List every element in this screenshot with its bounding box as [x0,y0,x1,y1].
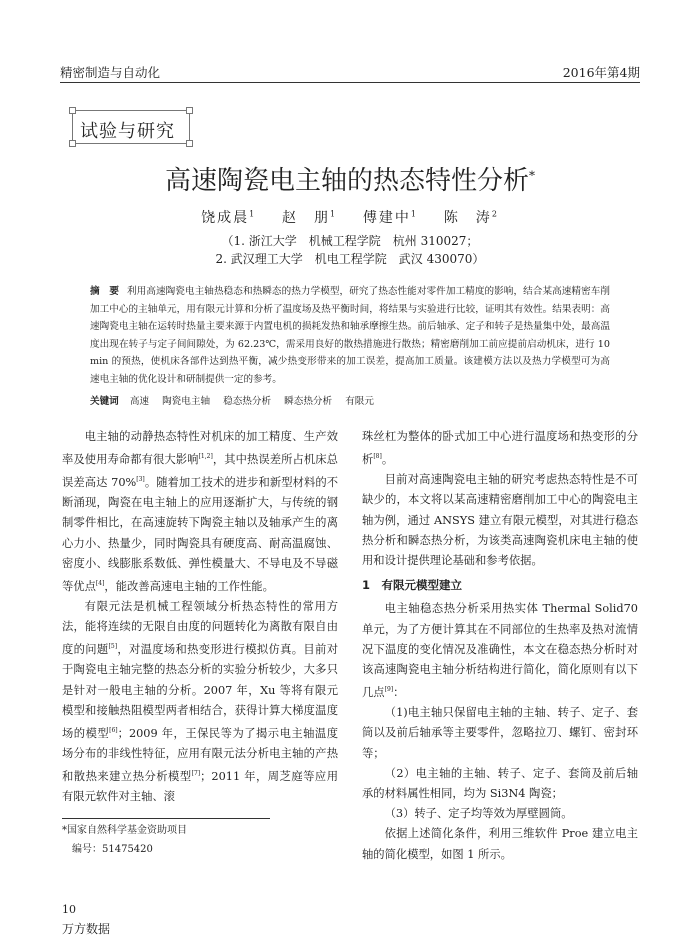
footnote-fund: *国家自然科学基金资助项目 [62,825,187,836]
body-paragraph: 电主轴稳态热分析采用热实体 Thermal Solid70 单元，为了方便计算其在不同部位的生热率及热对流情况下温度的变化情况及准确性，本文在稳态热分析时对该高速陶瓷电主轴分析结构进行简化，简化原则有以下几点[9]： [362,602,638,699]
keyword: 高速 [129,396,150,407]
abstract-text: 利用高速陶瓷电主轴热稳态和热瞬态的热力学模型，研究了热态性能对零件加工精度的影响，结合某高速精密车削加工中心的主轴单元，用有限元计算和分析了温度场及热平衡时间，将结果与实验进行比较，证明其有效性。结果表明：高速陶瓷电主轴在运转时热量主要来源于内置电机的损耗发热和轴承摩擦生热。前后轴承、定子和转子是热量集中处，最高温度出现在转子与定子间间隙处，为 62.23℃，需采用良好的散热措施进行散热；精密磨削加工前应提前启动机床，进行 10 min 的预热，使机床各部件达到热平衡，减少热变形带来的加工误差，提高加工质量。该建模方法以及热力学模型可为高速电主轴的优化设计和研制提供一定的参考。 [90,286,611,385]
body-paragraph: 珠丝杠为整体的卧式加工中心进行温度场和热变形的分析[8]。 [362,430,638,466]
affiliation-line: 2. 武汉理工大学 机电工程学院 武汉 430070） [215,252,485,266]
keywords-label: 关键词 [90,396,119,407]
section-heading: 1 有限元模型建立 [362,578,463,593]
section-label-box [68,104,190,144]
body-paragraph: 有限元法是机械工程领域分析热态特性的常用方法，能将连续的无限自由度的问题转化为离散有限自由度的问题[5]，对温度场和热变形进行模拟仿真。目前对于陶瓷电主轴完整的热态分析的实验分析较少，大多只是针对一般电主轴的分析。2007 年，Xu 等将有限元模型和接触热阻模型两者相结合，获得计算大梯度温度场的模型[6]；2009 年，王保民等为了揭示电主轴温度场分布的非线性特征，应用有限元法分析电主轴的产热和散热来建立热分析模型[7]；2011 年，周芝庭等应用有限元软件对主轴、滚 [62,599,338,804]
left-column [62,427,338,807]
paper-title: 高速陶瓷电主轴的热态特性分析* [164,166,535,196]
keyword: 瞬态热分析 [284,396,333,407]
abstract-label: 摘 要 [90,286,119,297]
page-number: 10 [62,903,76,916]
body-paragraph: 依据上述简化条件，利用三维软件 Proe 建立电主轴的简化模型，如图 1 所示。 [362,827,638,861]
section-label: 试验与研究 [80,121,175,142]
author: 赵 朋$^1$ [282,209,338,226]
abstract [90,283,610,389]
brand-watermark: 万方数据 [62,922,111,936]
header-rule [60,82,640,83]
right-column [362,427,638,865]
frame-corner [69,107,76,114]
keyword: 有限元 [345,396,374,407]
keyword: 陶瓷电主轴 [162,396,211,407]
issue-label: 2016年第4期 [562,65,640,80]
author: 傅建中$^1$ [362,209,418,226]
frame-corner [69,140,76,147]
list-item: （2）电主轴的主轴、转子、定子、套筒及前后轴承的材料属性相同，均为 Si3N4 陶瓷； [362,766,638,800]
keywords [90,393,384,407]
author: 陈 涛$^2$ [443,209,499,226]
list-item: （1)电主轴只保留电主轴的主轴、转子、定子、套筒以及前后轴承等主要零件，忽略拉刀、螺钉、密封环等； [362,706,638,760]
journal-name: 精密制造与自动化 [60,65,161,80]
list-item: （3）转子、定子均等效为厚壁圆筒。 [384,807,573,821]
body-paragraph: 电主轴的动静热态特性对机床的加工精度、生产效率及使用寿命都有很大影响[1,2]，其中热误差所占机床总误差高达 70%[3]。随着加工技术的进步和新型材料的不断涌现，陶瓷在电主轴上的应用逐渐扩大，与传统的钢制零件相比，在高速旋转下陶瓷主轴以及轴承产生的离心力小、热量少，同时陶瓷具有硬度高、耐高温腐蚀、密度小、线膨胀系数低、弹性模量大、不导电及不导磁等优点[4]，能改善高速电主轴的工作性能。 [62,430,338,593]
footnote-rule [62,818,270,819]
frame-corner [186,107,193,114]
author-list [0,207,700,227]
frame-corner [186,140,193,147]
keyword: 稳态热分析 [223,396,272,407]
affiliation-line: （1. 浙江大学 机械工程学院 杭州 310027； [221,234,479,248]
body-paragraph: 目前对高速陶瓷电主轴的研究考虑热态特性是不可缺少的，本文将以某高速精密磨削加工中心的陶瓷电主轴为例，通过 ANSYS 建立有限元模型，对其进行稳态热分析和瞬态热分析，为该类高速陶瓷机床电主轴的使用和设计提供理论基础和参考依据。 [362,473,638,567]
author: 饶成晨$^1$ [201,209,257,226]
footnote-number: 编号：51475420 [72,844,153,855]
